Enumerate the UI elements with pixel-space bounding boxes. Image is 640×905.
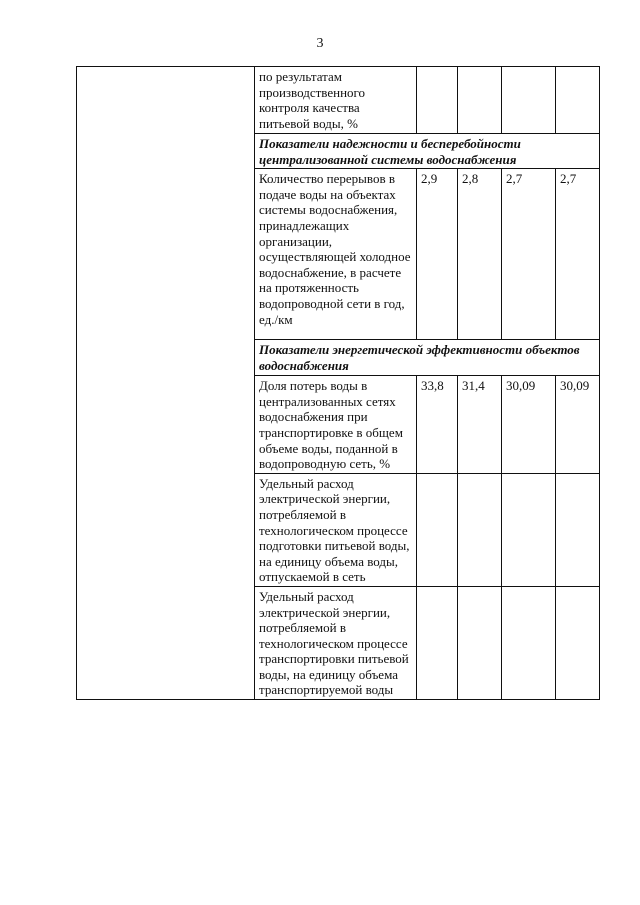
indicator-cell: по результатам производственного контроля качества питьевой воды, % — [255, 67, 417, 134]
table-row — [77, 67, 600, 134]
value-cell: 2,7 — [556, 169, 600, 340]
value-cell — [556, 67, 600, 134]
value-cell — [556, 586, 600, 699]
merged-left-cell — [77, 67, 255, 700]
indicator-cell: Доля потерь воды в централизованных сетях водоснабжения при транспортировке в общем объеме воды, поданной в водопроводную сеть, % — [255, 376, 417, 474]
value-cell: 2,9 — [417, 169, 458, 340]
indicator-cell: Количество перерывов в подаче воды на объектах системы водоснабжения, принадлежащих организации, осуществляющей холодное водоснабжение, в расчете на протяженность водопроводной сети в год, ед./км — [255, 169, 417, 340]
value-cell — [417, 586, 458, 699]
value-cell — [458, 67, 502, 134]
value-cell: 30,09 — [502, 376, 556, 474]
section-heading: Показатели энергетической эффективности объектов водоснабжения — [255, 340, 600, 376]
page-number: 3 — [316, 36, 324, 51]
value-cell: 31,4 — [458, 376, 502, 474]
value-cell — [458, 586, 502, 699]
indicator-cell: Удельный расход электрической энергии, потребляемой в технологическом процессе подготовки питьевой воды, на единицу объема воды, отпускаемой в сеть — [255, 473, 417, 586]
value-cell — [458, 473, 502, 586]
indicator-cell: Удельный расход электрической энергии, потребляемой в технологическом процессе транспортировки питьевой воды, на единицу объема транспортируемой воды — [255, 586, 417, 699]
value-cell — [417, 67, 458, 134]
section-heading: Показатели надежности и бесперебойности централизованной системы водоснабжения — [255, 134, 600, 169]
value-cell: 2,7 — [502, 169, 556, 340]
value-cell — [502, 67, 556, 134]
value-cell — [502, 473, 556, 586]
value-cell — [502, 586, 556, 699]
value-cell — [556, 473, 600, 586]
value-cell: 33,8 — [417, 376, 458, 474]
value-cell — [417, 473, 458, 586]
indicators-table — [76, 66, 600, 700]
value-cell: 2,8 — [458, 169, 502, 340]
value-cell: 30,09 — [556, 376, 600, 474]
